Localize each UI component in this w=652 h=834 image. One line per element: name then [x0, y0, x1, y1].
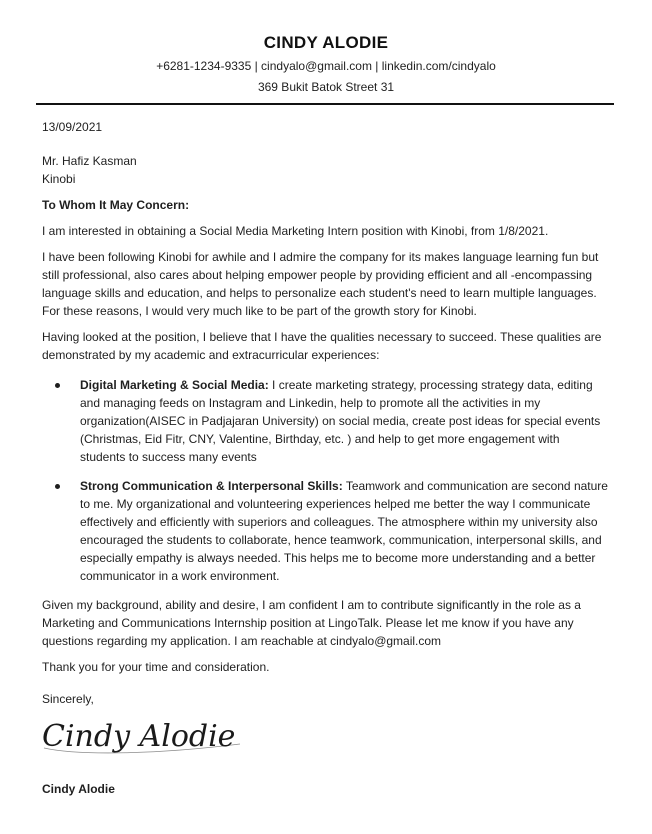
- list-item-text: I create marketing strategy, processing strategy data, editing and managing feeds on Instagram and Linkedin, help to promote all the activities in my organization(AISEC in Padjajaran University) on social media, create post ideas for special events (Christmas, Eid Fitr, CNY, Valentine, Birthday, etc. ) and help to get more engagement with students to success many events: [80, 378, 601, 464]
- qualities-list: [42, 376, 608, 585]
- list-item: [42, 477, 608, 585]
- header-divider: [36, 103, 614, 105]
- letter-body: [42, 118, 608, 708]
- paragraph-company-interest: I have been following Kinobi for awhile and I admire the company for its makes language learning fun but still professional, also cares about helping empower people by providing efficient and all -encompassing language skills and education, and helps to personalize each student's need to learn multiple languages. For these reasons, I would very much like to be part of the growth story for Kinobi.: [42, 250, 599, 318]
- bullet-icon: [55, 484, 60, 489]
- list-item-title: Digital Marketing & Social Media:: [80, 378, 269, 392]
- contact-line: +6281-1234-9335 | cindyalo@gmail.com | linkedin.com/cindyalo: [156, 59, 496, 73]
- intro-paragraph: I am interested in obtaining a Social Media Marketing Intern position with Kinobi, from 1/8/2021.: [42, 224, 549, 238]
- paragraph-qualities: Having looked at the position, I believe that I have the qualities necessary to succeed. These qualities are demonstrated by my academic and extracurricular experiences:: [42, 330, 602, 362]
- applicant-name: CINDY ALODIE: [263, 33, 389, 52]
- greeting: To Whom It May Concern:: [42, 198, 190, 212]
- signature-text: Cindy Alodie: [42, 719, 236, 754]
- list-item: [42, 376, 608, 466]
- list-item-text: Teamwork and communication are second nature to me. My organizational and volunteering experiences helped me better the way I communicate effectively and efficiently with superiors and colleagues. The atmosphere within my university also encouraged the students to collaborate, hence teamwork, communication, interpersonal skills, and especially empathy is always needed. This helps me to become more understanding and a better communicator in a work environment.: [80, 479, 608, 583]
- recipient-name: Mr. Hafiz Kasman: [42, 154, 137, 168]
- recipient-company: Kinobi: [42, 172, 76, 186]
- paragraph-closing: Given my background, ability and desire, I am confident I am to contribute significantly in the role as a Marketing and Communications Internship position at LingoTalk. Please let me know if you have any questions regarding my application. I am reachable at cindyalo@gmail.com: [42, 598, 581, 648]
- list-item-title: Strong Communication & Interpersonal Skills:: [80, 479, 343, 493]
- bullet-icon: [55, 383, 60, 388]
- handwritten-signature: [40, 704, 280, 764]
- thanks-line: Thank you for your time and consideration.: [42, 660, 270, 674]
- letter-header: [0, 32, 652, 96]
- sign-off: Sincerely,: [42, 692, 94, 706]
- letter-date: 13/09/2021: [42, 120, 103, 134]
- address-line: 369 Bukit Batok Street 31: [257, 80, 395, 94]
- signer-name: Cindy Alodie: [42, 782, 115, 796]
